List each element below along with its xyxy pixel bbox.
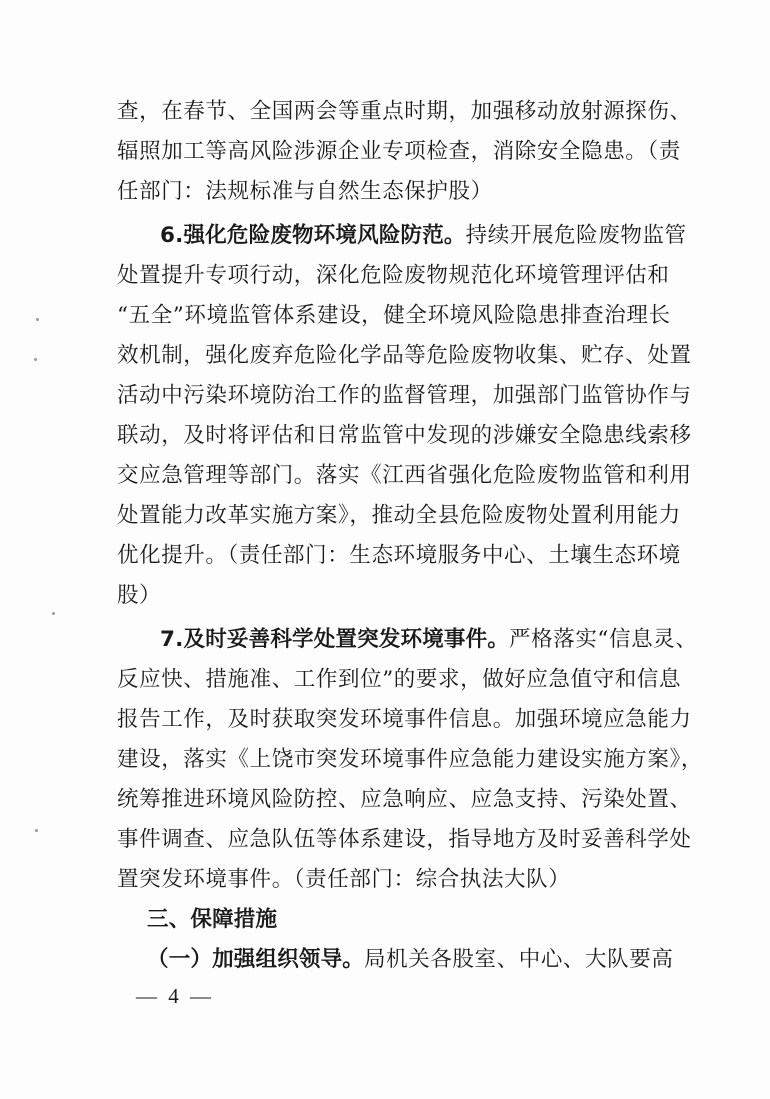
subsection-1-first-line: [117, 940, 674, 980]
text-line: 效机制，强化废弃危险化学品等危险废物收集、贮存、处置: [117, 343, 692, 368]
paragraph-6: [117, 216, 692, 616]
text-line: 处置提升专项行动，深化危险废物规范化环境管理评估和: [117, 263, 670, 288]
text-line: 联动，及时将评估和日常监管中发现的涉嫌安全隐患线索移: [117, 423, 692, 448]
paragraph-first-line: [117, 216, 687, 256]
text-line: 报告工作，及时获取突发环境事件信息。加强环境应急能力: [117, 707, 692, 732]
text-line: 辐照加工等高风险涉源企业专项检查，消除安全隐患。（责: [117, 139, 681, 164]
text-line: 统筹推进环境风险防控、应急响应、应急支持、污染处置、: [117, 787, 692, 812]
scan-speck: [34, 358, 37, 361]
subsection-1-first-line-rest: 局机关各股室、中心、大队要高: [364, 947, 674, 972]
text-line: 反应快、措施准、工作到位”的要求，做好应急值守和信息: [117, 667, 682, 692]
text-line: 建设，落实《上饶市突发环境事件应急能力建设实施方案》，: [117, 747, 703, 772]
paragraph-7-heading: 7.及时妥善科学处置突发环境事件。: [160, 627, 510, 652]
paragraph-5-tail: [117, 92, 692, 212]
section-3-heading: 三、保障措施: [147, 907, 278, 932]
scan-speck: [52, 612, 55, 615]
paragraph-first-line: [117, 620, 698, 660]
scan-speck: [36, 318, 39, 321]
paragraph-6-heading: 6.强化危险废物环境风险防范。: [160, 223, 466, 248]
paragraph-7-first-line-rest: 严格落实“信息灵、: [509, 627, 698, 652]
text-line: 查，在春节、全国两会等重点时期，加强移动放射源探伤、: [117, 99, 692, 124]
page-number: — 4 —: [136, 984, 214, 1008]
text-line: 事件调查、应急队伍等体系建设，指导地方及时妥善科学处: [117, 827, 692, 852]
paragraph-7: [117, 620, 703, 900]
text-line: “五全”环境监管体系建设，健全环境风险隐患排查治理长: [117, 303, 671, 328]
text-line: 优化提升。（责任部门：生态环境服务中心、土壤生态环境: [117, 543, 681, 568]
text-line: 处置能力改革实施方案》，推动全县危险废物处置利用能力: [117, 503, 681, 528]
document-body: [117, 92, 703, 980]
text-line: 活动中污染环境防治工作的监督管理，加强部门监管协作与: [117, 383, 692, 408]
scan-speck: [35, 829, 38, 832]
text-line: 任部门：法规标准与自然生态保护股）: [117, 179, 493, 204]
subsection-1-heading: （一）加强组织领导。: [147, 947, 365, 972]
paragraph-6-first-line-rest: 持续开展危险废物监管: [465, 223, 687, 248]
text-line: 交应急管理等部门。落实《江西省强化危险废物监管和利用: [117, 463, 692, 488]
text-line: 股）: [117, 583, 162, 608]
text-line: 置突发环境事件。（责任部门：综合执法大队）: [117, 867, 571, 892]
